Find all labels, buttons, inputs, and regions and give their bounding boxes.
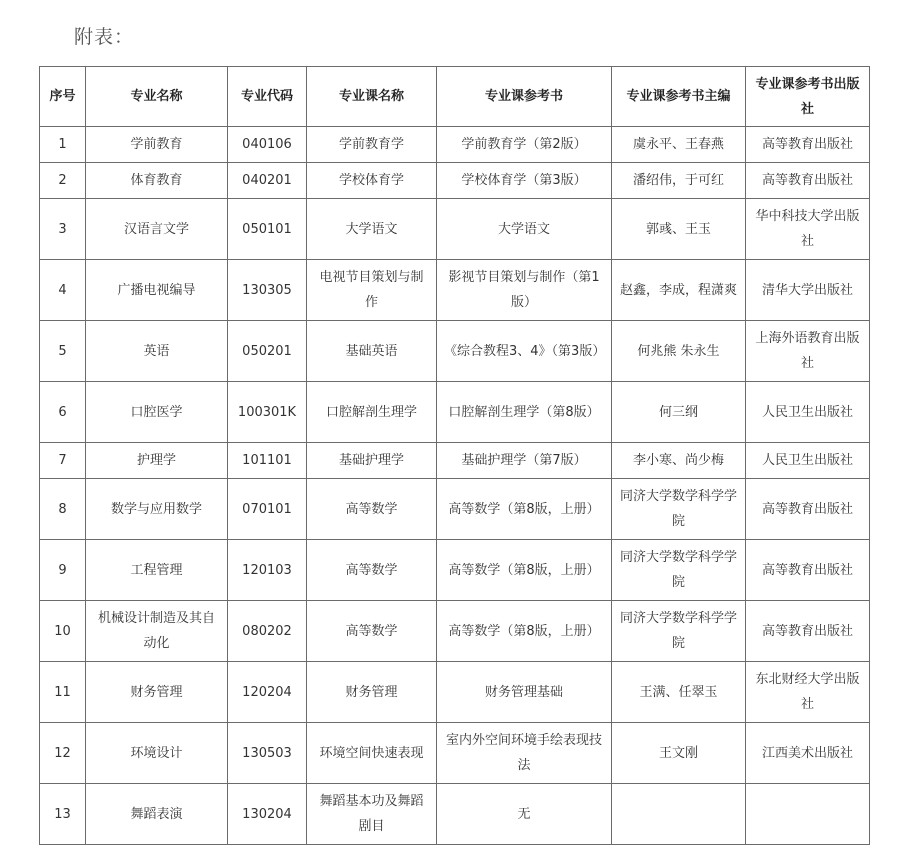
cell-major-name: 护理学 xyxy=(86,443,228,479)
cell-major-name: 工程管理 xyxy=(86,540,228,601)
cell-major-name: 口腔医学 xyxy=(86,382,228,443)
cell-reference-book: 室内外空间环境手绘表现技法 xyxy=(437,723,612,784)
cell-index: 13 xyxy=(40,784,86,845)
table-row xyxy=(40,601,870,662)
table-row xyxy=(40,443,870,479)
cell-major-code: 080202 xyxy=(228,601,307,662)
table-row xyxy=(40,382,870,443)
cell-publisher xyxy=(746,784,870,845)
cell-index: 4 xyxy=(40,260,86,321)
cell-reference-book: 口腔解剖生理学（第8版） xyxy=(437,382,612,443)
cell-major-code: 050201 xyxy=(228,321,307,382)
cell-course-name: 高等数学 xyxy=(307,540,437,601)
cell-course-name: 大学语文 xyxy=(307,199,437,260)
cell-reference-book: 影视节目策划与制作（第1版） xyxy=(437,260,612,321)
table-row xyxy=(40,784,870,845)
header-row xyxy=(40,67,870,127)
table-row xyxy=(40,723,870,784)
table-row xyxy=(40,321,870,382)
cell-editor: 同济大学数学科学学院 xyxy=(612,479,746,540)
cell-editor: 潘绍伟，于可红 xyxy=(612,163,746,199)
header-editor: 专业课参考书主编 xyxy=(612,67,746,127)
table-row xyxy=(40,662,870,723)
cell-major-name: 机械设计制造及其自动化 xyxy=(86,601,228,662)
cell-publisher: 高等教育出版社 xyxy=(746,127,870,163)
cell-major-code: 040201 xyxy=(228,163,307,199)
cell-editor: 同济大学数学科学学院 xyxy=(612,601,746,662)
cell-reference-book: 学校体育学（第3版） xyxy=(437,163,612,199)
cell-major-code: 040106 xyxy=(228,127,307,163)
table-row xyxy=(40,127,870,163)
cell-major-name: 环境设计 xyxy=(86,723,228,784)
cell-course-name: 环境空间快速表现 xyxy=(307,723,437,784)
appendix-title: 附表： xyxy=(74,26,135,48)
cell-publisher: 上海外语教育出版社 xyxy=(746,321,870,382)
header-major-code: 专业代码 xyxy=(228,67,307,127)
table-row xyxy=(40,199,870,260)
cell-major-code: 050101 xyxy=(228,199,307,260)
cell-reference-book: 财务管理基础 xyxy=(437,662,612,723)
cell-reference-book: 《综合教程3、4》（第3版） xyxy=(437,321,612,382)
cell-course-name: 高等数学 xyxy=(307,479,437,540)
cell-index: 5 xyxy=(40,321,86,382)
cell-editor: 王文刚 xyxy=(612,723,746,784)
cell-index: 2 xyxy=(40,163,86,199)
cell-index: 11 xyxy=(40,662,86,723)
cell-editor: 赵鑫，李成，程潇爽 xyxy=(612,260,746,321)
cell-index: 1 xyxy=(40,127,86,163)
header-publisher: 专业课参考书出版社 xyxy=(746,67,870,127)
cell-major-name: 体育教育 xyxy=(86,163,228,199)
cell-editor: 王满、任翠玉 xyxy=(612,662,746,723)
cell-major-name: 汉语言文学 xyxy=(86,199,228,260)
cell-major-code: 130503 xyxy=(228,723,307,784)
cell-reference-book: 高等数学（第8版，上册） xyxy=(437,601,612,662)
header-reference-book: 专业课参考书 xyxy=(437,67,612,127)
cell-publisher: 华中科技大学出版社 xyxy=(746,199,870,260)
cell-major-name: 舞蹈表演 xyxy=(86,784,228,845)
cell-course-name: 舞蹈基本功及舞蹈剧目 xyxy=(307,784,437,845)
cell-course-name: 学前教育学 xyxy=(307,127,437,163)
cell-publisher: 高等教育出版社 xyxy=(746,163,870,199)
cell-major-code: 101101 xyxy=(228,443,307,479)
cell-reference-book: 高等数学（第8版，上册） xyxy=(437,540,612,601)
cell-publisher: 人民卫生出版社 xyxy=(746,382,870,443)
cell-course-name: 口腔解剖生理学 xyxy=(307,382,437,443)
cell-editor: 郭彧、王玉 xyxy=(612,199,746,260)
cell-reference-book: 学前教育学（第2版） xyxy=(437,127,612,163)
table-row xyxy=(40,260,870,321)
header-index: 序号 xyxy=(40,67,86,127)
cell-major-name: 数学与应用数学 xyxy=(86,479,228,540)
cell-publisher: 高等教育出版社 xyxy=(746,601,870,662)
cell-index: 12 xyxy=(40,723,86,784)
cell-reference-book: 高等数学（第8版，上册） xyxy=(437,479,612,540)
cell-reference-book: 无 xyxy=(437,784,612,845)
cell-reference-book: 大学语文 xyxy=(437,199,612,260)
cell-major-code: 100301K xyxy=(228,382,307,443)
cell-major-code: 130204 xyxy=(228,784,307,845)
course-reference-table xyxy=(39,66,870,845)
cell-editor: 何兆熊 朱永生 xyxy=(612,321,746,382)
cell-major-code: 130305 xyxy=(228,260,307,321)
cell-index: 10 xyxy=(40,601,86,662)
cell-editor: 虞永平、王春燕 xyxy=(612,127,746,163)
cell-index: 7 xyxy=(40,443,86,479)
cell-course-name: 电视节目策划与制作 xyxy=(307,260,437,321)
cell-index: 3 xyxy=(40,199,86,260)
cell-publisher: 东北财经大学出版社 xyxy=(746,662,870,723)
cell-editor: 同济大学数学科学学院 xyxy=(612,540,746,601)
cell-major-name: 英语 xyxy=(86,321,228,382)
cell-publisher: 高等教育出版社 xyxy=(746,540,870,601)
cell-major-code: 120103 xyxy=(228,540,307,601)
cell-major-name: 广播电视编导 xyxy=(86,260,228,321)
cell-major-code: 120204 xyxy=(228,662,307,723)
cell-index: 6 xyxy=(40,382,86,443)
cell-publisher: 江西美术出版社 xyxy=(746,723,870,784)
header-major-name: 专业名称 xyxy=(86,67,228,127)
cell-major-code: 070101 xyxy=(228,479,307,540)
cell-index: 8 xyxy=(40,479,86,540)
cell-major-name: 学前教育 xyxy=(86,127,228,163)
header-course-name: 专业课名称 xyxy=(307,67,437,127)
cell-course-name: 基础英语 xyxy=(307,321,437,382)
cell-major-name: 财务管理 xyxy=(86,662,228,723)
table-row xyxy=(40,479,870,540)
table-row xyxy=(40,163,870,199)
table-row xyxy=(40,540,870,601)
cell-course-name: 财务管理 xyxy=(307,662,437,723)
cell-editor: 李小寒、尚少梅 xyxy=(612,443,746,479)
cell-course-name: 高等数学 xyxy=(307,601,437,662)
cell-index: 9 xyxy=(40,540,86,601)
cell-publisher: 人民卫生出版社 xyxy=(746,443,870,479)
cell-publisher: 清华大学出版社 xyxy=(746,260,870,321)
cell-editor: 何三纲 xyxy=(612,382,746,443)
cell-reference-book: 基础护理学（第7版） xyxy=(437,443,612,479)
cell-publisher: 高等教育出版社 xyxy=(746,479,870,540)
cell-editor xyxy=(612,784,746,845)
cell-course-name: 学校体育学 xyxy=(307,163,437,199)
cell-course-name: 基础护理学 xyxy=(307,443,437,479)
